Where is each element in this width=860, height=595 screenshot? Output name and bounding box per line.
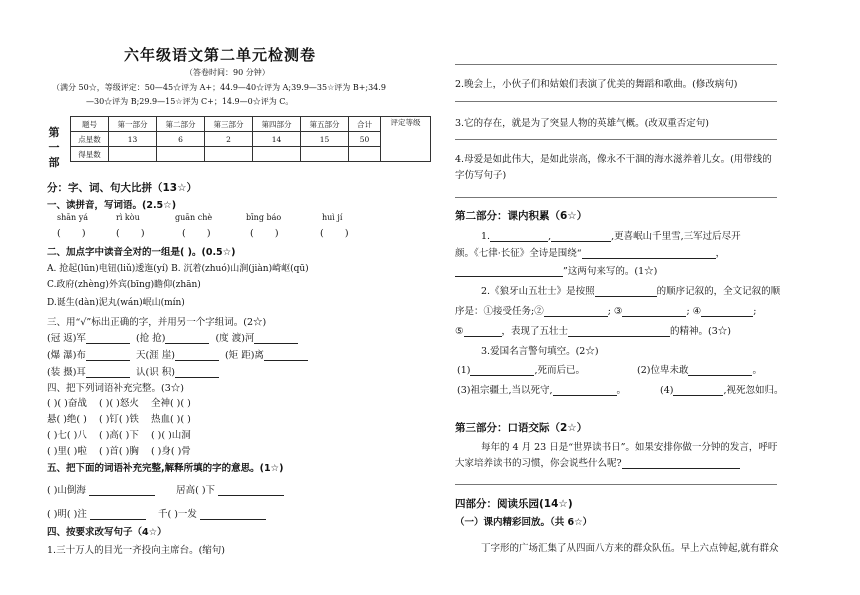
table-row xyxy=(71,117,431,132)
table-header: 第一部分 xyxy=(109,117,157,132)
q4-row[interactable]: ( )( )奋战 ( )( )怒火 全神( )( ) xyxy=(47,398,191,409)
table-cell: 2 xyxy=(205,132,253,147)
q2-option-c[interactable]: C.政府(zhèng)外宾(bīng)瞻仰(zhān) xyxy=(47,280,201,290)
part2-q2-line2[interactable]: 序是：①接受任务;② ; ③ ; ④ ; xyxy=(455,306,757,317)
table-cell: 15 xyxy=(301,132,349,147)
table-cell[interactable] xyxy=(157,147,205,162)
q3-row-1[interactable]: (冠 返)军 (抢 抢) (度 渡)河 xyxy=(47,330,298,344)
table-cell: 6 xyxy=(157,132,205,147)
sentence-4-b: 字仿写句子) xyxy=(455,170,507,181)
part2-q3-title: 3.爱国名言警句填空。(2☆) xyxy=(481,346,599,357)
part4-title: 四部分：阅读乐园(14☆) xyxy=(455,498,573,510)
table-cell: 14 xyxy=(253,132,301,147)
q3-row-2[interactable]: (爆 瀑)布 天(涯 崖) (矩 距)离 xyxy=(47,347,308,361)
table-cell[interactable] xyxy=(253,147,301,162)
table-cell[interactable] xyxy=(109,147,157,162)
sentence-3: 3.它的存在，就是为了突显人物的英雄气概。(改双重否定句) xyxy=(455,118,709,129)
pinyin-2: rì kòu xyxy=(116,213,140,222)
answer-line[interactable] xyxy=(455,484,777,485)
part2-q3-3[interactable]: (3)祖宗疆土,当以死守, 。 xyxy=(457,385,627,396)
page-title: 六年级语文第二单元检测卷 xyxy=(124,46,317,64)
answer-paren[interactable]: ( ) xyxy=(182,228,211,239)
part3-title: 第三部分：口语交际（2☆） xyxy=(455,422,588,434)
table-header: 第四部分 xyxy=(253,117,301,132)
q5-row-1[interactable]: ( )山倒海 居高( )下 xyxy=(47,482,284,496)
answer-line[interactable] xyxy=(455,101,777,102)
part2-q3-1[interactable]: (1) ,死而后已。 xyxy=(457,365,585,376)
answer-paren[interactable]: ( ) xyxy=(57,228,86,239)
q4-row[interactable]: 悬( )绝( ) ( )钉( )铁 热血( )( ) xyxy=(47,414,191,425)
answer-line[interactable] xyxy=(455,197,777,198)
sentence-4-a: 4.母爱是如此伟大，是如此崇高，像永不干涸的海水滋养着儿女。(用带线的 xyxy=(455,154,772,165)
table-cell[interactable] xyxy=(349,147,381,162)
table-cell: 50 xyxy=(349,132,381,147)
part4-passage: 丁字形的广场汇集了从四面八方来的群众队伍。早上六点钟起,就有群众 xyxy=(481,543,779,554)
table-cell[interactable] xyxy=(301,147,349,162)
part1-title: 分：字、词、句大比拼（13☆） xyxy=(47,182,198,194)
grading-line-2: —30☆评为 B;29.9—15☆评为 C+；14.9—0☆评为 C。 xyxy=(86,97,294,106)
divider xyxy=(455,64,777,65)
answer-paren[interactable]: ( ) xyxy=(116,228,145,239)
pinyin-1: shān yá xyxy=(57,213,89,222)
table-cell: 得星数 xyxy=(71,147,109,162)
table-header: 第二部分 xyxy=(157,117,205,132)
part2-q2-line3[interactable]: ⑤ ，表现了五壮士 的精神。(3☆) xyxy=(455,326,732,337)
q5-title: 五、把下面的词语补充完整,解释所填的字的意思。(1☆) xyxy=(47,463,284,474)
sentence-2: 2.晚会上，小伙子们和姑娘们表演了优美的舞蹈和歌曲。(修改病句) xyxy=(455,79,738,90)
q3-title: 三、用“√”标出正确的字，并用另一个字组词。(2☆) xyxy=(47,317,267,328)
q2-option-a[interactable]: A. 抢起(lūn)电钮(liǔ)逶迤(yí) B. 沉着(zhuó)山涧(jiàn)崎岖(qū) xyxy=(47,264,309,274)
table-header: 第三部分 xyxy=(205,117,253,132)
table-cell[interactable] xyxy=(205,147,253,162)
table-cell: 13 xyxy=(109,132,157,147)
q4-row[interactable]: ( )里( )啦 ( )首( )胸 ( )身( )骨 xyxy=(47,446,191,457)
table-row xyxy=(71,147,431,162)
part3-prompt-b[interactable]: 大家培养读书的习惯，你会说些什么呢? xyxy=(455,455,740,469)
score-table xyxy=(70,116,431,162)
part2-q1-line3[interactable]: ”这两句来写的。(1☆) xyxy=(455,263,657,277)
answer-paren[interactable]: ( ) xyxy=(250,228,279,239)
q2-title: 二、加点字中读音全对的一组是( )。(0.5☆) xyxy=(47,247,236,258)
exam-time: （答卷时间：90 分钟） xyxy=(185,68,270,77)
q4-title: 四、把下列词语补充完整。(3☆) xyxy=(47,383,184,394)
q1-title: 一、读拼音，写词语。(2.5☆) xyxy=(47,200,177,211)
part4-subtitle: （一）课内精彩回放。（共 6☆） xyxy=(455,517,593,528)
q6-title: 四、按要求改写句子（4☆） xyxy=(47,527,167,538)
table-header: 合计 xyxy=(349,117,381,132)
side-label-char: 部 xyxy=(48,156,60,169)
pinyin-3: guān chè xyxy=(175,213,213,222)
q4-row[interactable]: ( )七( )八 ( )高( )下 ( )( )山洞 xyxy=(47,430,191,441)
pinyin-5: huì jí xyxy=(322,213,343,222)
part2-q1-line2[interactable]: 颜。《七律·长征》全诗是围绕“ ， xyxy=(455,248,726,259)
table-cell: 点星数 xyxy=(71,132,109,147)
part2-q2-line1[interactable]: 2.《狼牙山五壮士》是按照 的顺序记叙的，全文记叙的顺 xyxy=(481,286,781,297)
q5-row-2[interactable]: ( )明( )注 千( )一发 xyxy=(47,506,266,520)
table-row xyxy=(71,132,431,147)
side-label-char: 第 xyxy=(48,126,60,139)
answer-line[interactable] xyxy=(455,139,777,140)
pinyin-4: bīng báo xyxy=(246,213,282,222)
part3-prompt-a: 每年的 4 月 23 日是“世界读书日”。如果安排你做一分钟的发言，呼吁 xyxy=(481,442,778,453)
q3-row-3[interactable]: (装 摄)耳 认(识 积) xyxy=(47,364,219,378)
grading-line-1: （满分 50☆，等级评定：50—45☆评为 A+；44.9—40☆评为 A;39.9—35☆评为 B+;34.9 xyxy=(52,83,386,92)
side-label-char: 一 xyxy=(48,141,60,154)
table-header: 第五部分 xyxy=(301,117,349,132)
q6-item-1: 1.三十万人的目光一齐投向主席台。(缩句) xyxy=(47,545,225,556)
answer-paren[interactable]: ( ) xyxy=(320,228,349,239)
part2-q3-4[interactable]: (4) ,视死忽如归。 xyxy=(660,385,784,396)
q2-option-d[interactable]: D.诞生(dàn)泥丸(wán)岷山(mín) xyxy=(47,298,185,308)
part2-q1-line1[interactable]: 1. , ,更喜岷山千里雪,三军过后尽开 xyxy=(481,231,741,242)
part2-q3-2[interactable]: (2)位卑未敢 。 xyxy=(637,365,762,376)
table-header: 评定等级 xyxy=(381,117,431,162)
table-header: 题号 xyxy=(71,117,109,132)
side-label xyxy=(47,125,61,170)
part2-title: 第二部分：课内积累（6☆） xyxy=(455,210,588,222)
